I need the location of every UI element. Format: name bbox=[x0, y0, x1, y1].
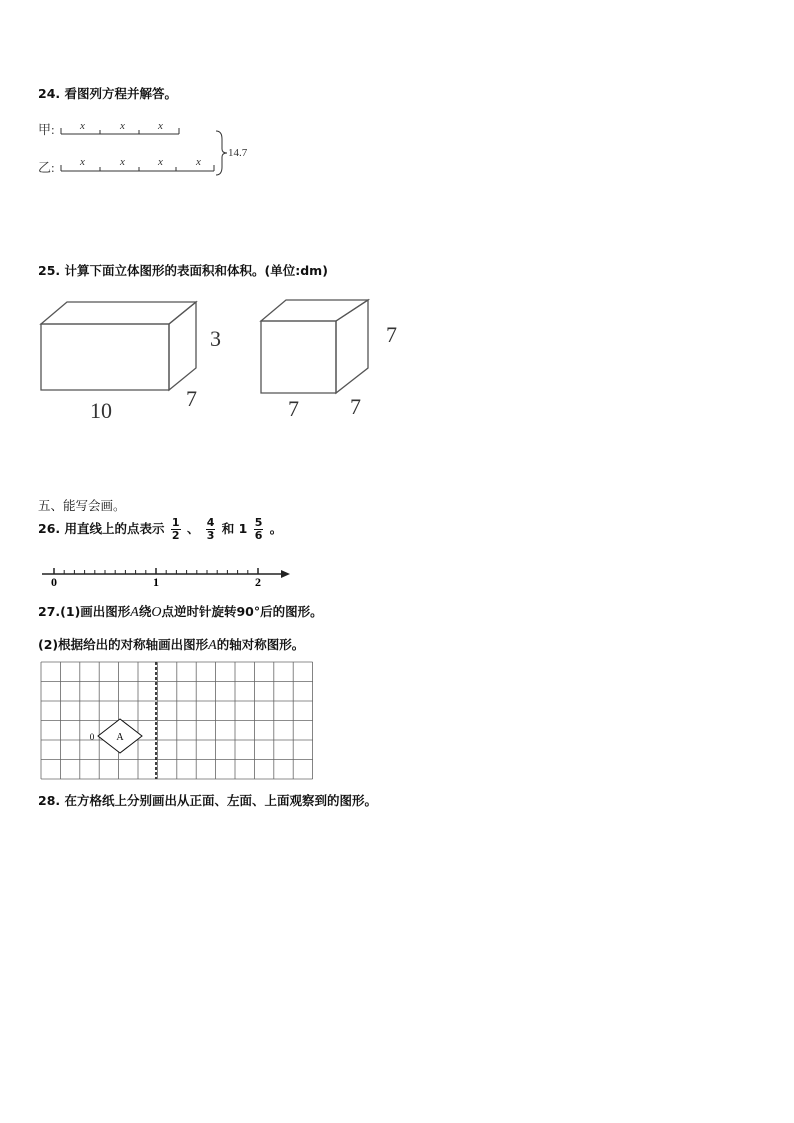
cuboid-height: 3 bbox=[210, 326, 221, 351]
jia-x-3: x bbox=[158, 120, 163, 132]
section5-title: 五、能写会画。 bbox=[38, 498, 126, 513]
cuboid-figure bbox=[36, 298, 276, 428]
q26-end: 。 bbox=[269, 521, 283, 536]
fraction-five-sixths: $\frac{5}{6}$ bbox=[254, 516, 263, 542]
yi-x-2: x bbox=[120, 156, 125, 168]
q25-text: 计算下面立体图形的表面积和体积。(单位:dm) bbox=[64, 263, 328, 278]
yi-x-4: x bbox=[196, 156, 201, 168]
q27-part1-prefix: (1)画出图形 bbox=[60, 604, 131, 619]
q27-part2-prefix: (2)根据给出的对称轴画出图形 bbox=[38, 637, 209, 652]
q28-title bbox=[38, 791, 377, 809]
q24-title bbox=[38, 84, 177, 102]
shape-a-label: A bbox=[116, 732, 124, 743]
mixed-whole: 1 bbox=[238, 521, 248, 536]
q26-text: 用直线上的点表示 bbox=[64, 521, 165, 536]
total-value: 14.7 bbox=[228, 147, 248, 159]
jia-x-2: x bbox=[120, 120, 125, 132]
q24-diagram bbox=[36, 115, 266, 185]
q27-shape-a: A bbox=[130, 605, 139, 620]
cuboid-length: 10 bbox=[90, 398, 112, 423]
yi-x-3: x bbox=[158, 156, 163, 168]
cube-height: 7 bbox=[386, 322, 397, 347]
q27-part1-rest: 点逆时针旋转90°后的图形。 bbox=[161, 604, 323, 619]
q27-part2-rest: 的轴对称图形。 bbox=[216, 637, 305, 652]
fraction-four-thirds: $\frac{4}{3}$ bbox=[206, 516, 215, 542]
q27-point-o: O bbox=[151, 605, 162, 620]
q28-text: 在方格纸上分别画出从正面、左面、上面观察到的图形。 bbox=[64, 793, 378, 808]
q27-grid bbox=[40, 660, 314, 780]
yi-label: 乙: bbox=[38, 160, 55, 175]
q27-shape-a2: A bbox=[208, 638, 217, 653]
q27-part1 bbox=[38, 602, 323, 621]
q26-and: 和 bbox=[221, 521, 235, 536]
q27-part2 bbox=[38, 635, 304, 654]
jia-x-1: x bbox=[80, 120, 85, 132]
point-o-label: 0 bbox=[89, 732, 95, 742]
total-brace bbox=[216, 131, 227, 175]
axis-label-2: 2 bbox=[255, 575, 261, 589]
cube-figure bbox=[256, 296, 416, 426]
fraction-one-half: $\frac{1}{2}$ bbox=[171, 516, 180, 542]
jia-label: 甲: bbox=[38, 122, 55, 137]
q26-sep: 、 bbox=[186, 521, 200, 536]
axis-arrow bbox=[281, 570, 290, 578]
cube-width: 7 bbox=[288, 396, 299, 421]
axis-label-0: 0 bbox=[51, 575, 57, 589]
q25-title bbox=[38, 261, 328, 279]
q27-number: 27. bbox=[38, 604, 61, 619]
q26-title bbox=[38, 516, 282, 542]
number-line bbox=[38, 564, 298, 592]
q24-text: 看图列方程并解答。 bbox=[64, 86, 178, 101]
q24-number: 24. bbox=[38, 86, 61, 101]
q27-part1-mid: 绕 bbox=[138, 604, 152, 619]
q26-number: 26. bbox=[38, 521, 61, 536]
q25-number: 25. bbox=[38, 263, 61, 278]
cuboid-width: 7 bbox=[186, 386, 197, 411]
yi-x-1: x bbox=[80, 156, 85, 168]
cube-length: 7 bbox=[350, 394, 361, 419]
axis-label-1: 1 bbox=[153, 575, 159, 589]
q28-number: 28. bbox=[38, 793, 61, 808]
